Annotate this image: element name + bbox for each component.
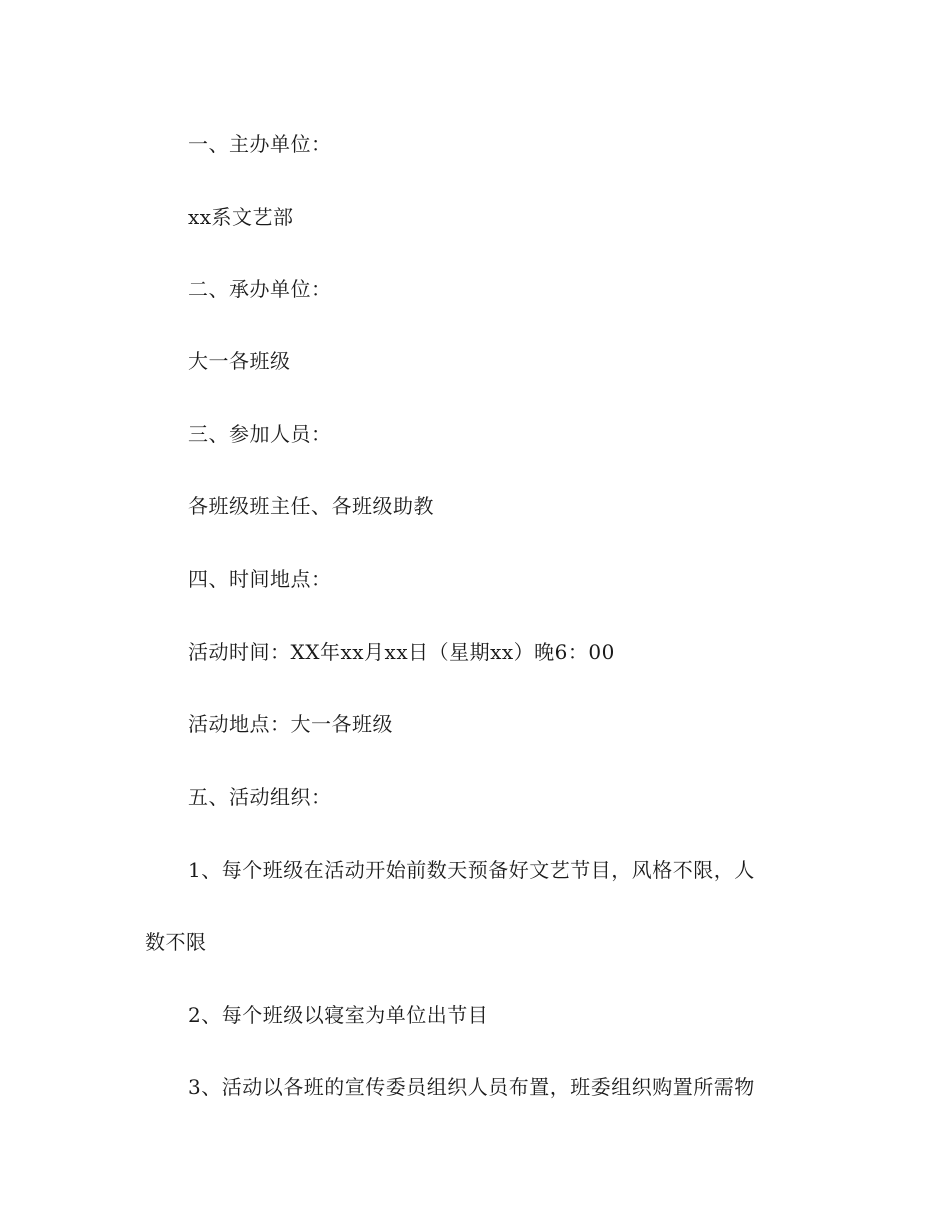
item-2: 2、每个班级以寝室为单位出节目	[188, 1003, 489, 1027]
heading-undertaker: 二、承办单位：	[188, 277, 332, 301]
participants-value: 各班级班主任、各班级助教	[188, 494, 434, 518]
heading-time-place: 四、时间地点：	[188, 567, 332, 591]
heading-organizer: 一、主办单位：	[188, 132, 332, 156]
item-3-line-1: 3、活动以各班的宣传委员组织人员布置，班委组织购置所需物	[188, 1075, 755, 1099]
item-1-line-2: 数不限	[145, 930, 207, 954]
activity-time: 活动时间：XX年xx月xx日（星期xx）晚6：00	[188, 640, 615, 664]
item-1-line-1: 1、每个班级在活动开始前数天预备好文艺节目，风格不限，人	[188, 858, 755, 882]
undertaker-value: 大一各班级	[188, 349, 291, 373]
heading-organization: 五、活动组织：	[188, 785, 332, 809]
activity-place: 活动地点：大一各班级	[188, 712, 393, 736]
heading-participants: 三、参加人员：	[188, 422, 332, 446]
organizer-value: xx系文艺部	[188, 205, 294, 229]
